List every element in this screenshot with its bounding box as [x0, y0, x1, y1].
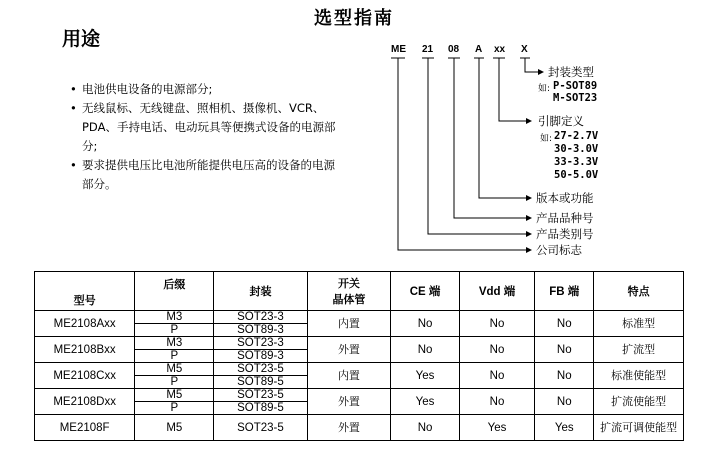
- cell-feature: 扩流型: [594, 337, 684, 363]
- usage-item: • 无线鼠标、无线键盘、照相机、摄像机、VCR、PDA、手持电话、电动玩具等便携式设备的电源部分;: [70, 99, 340, 156]
- cell-fb: No: [535, 337, 594, 363]
- header-package: 封装: [214, 272, 307, 311]
- pin-example: 30-3.0V: [554, 143, 599, 155]
- pin-definition-prefix: 如:: [540, 134, 553, 144]
- cell-vdd: No: [459, 337, 535, 363]
- pin-example: 27-2.7V: [554, 130, 599, 142]
- cell-model: ME2108Axx: [35, 311, 135, 337]
- cell-vdd: No: [459, 311, 535, 337]
- product-variety-label: 产品品种号: [536, 211, 594, 225]
- header-switch: [307, 272, 391, 311]
- page-title: 选型指南: [314, 8, 394, 29]
- cell-feature: 标准使能型: [594, 363, 684, 389]
- header-vdd: Vdd 端: [459, 272, 535, 311]
- cell-suffix: P: [135, 350, 214, 363]
- part-number-diagram: [388, 38, 708, 264]
- usage-item: • 电池供电设备的电源部分;: [70, 80, 340, 99]
- header-ce: CE 端: [391, 272, 459, 311]
- cell-suffix: M5: [135, 363, 214, 376]
- cell-ce: No: [391, 337, 459, 363]
- cell-package: SOT23-5: [214, 415, 307, 441]
- header-fb: FB 端: [535, 272, 594, 311]
- cell-suffix: M5: [135, 389, 214, 402]
- package-example: P-SOT89: [553, 80, 598, 92]
- header-suffix: 后缀: [135, 272, 214, 311]
- cell-package: SOT89-5: [214, 402, 307, 415]
- cell-switch: 外置: [307, 415, 391, 441]
- company-label: 公司标志: [536, 243, 582, 257]
- cell-ce: Yes: [391, 389, 459, 415]
- usage-item: • 要求提供电压比电池所能提供电压高的设备的电源部分。: [70, 156, 340, 194]
- selection-table: [34, 271, 684, 441]
- cell-suffix: M5: [135, 415, 214, 441]
- cell-model: ME2108F: [35, 415, 135, 441]
- cell-package: SOT23-3: [214, 337, 307, 350]
- package-example: M-SOT23: [553, 92, 598, 104]
- cell-suffix: M3: [135, 337, 214, 350]
- header-switch-line2: 晶体管: [332, 293, 366, 306]
- code-part-pin: xx: [494, 44, 506, 55]
- pin-example: 50-5.0V: [554, 169, 599, 181]
- usage-heading: 用途: [62, 28, 101, 50]
- code-part-variety: 08: [448, 44, 460, 55]
- cell-fb: No: [535, 311, 594, 337]
- cell-switch: 外置: [307, 337, 391, 363]
- cell-fb: No: [535, 363, 594, 389]
- usage-list: [70, 80, 340, 194]
- cell-ce: No: [391, 415, 459, 441]
- cell-suffix: P: [135, 376, 214, 389]
- header-feature: 特点: [594, 272, 684, 311]
- cell-switch: 内置: [307, 363, 391, 389]
- cell-package: SOT23-5: [214, 389, 307, 402]
- cell-switch: 外置: [307, 389, 391, 415]
- cell-ce: Yes: [391, 363, 459, 389]
- cell-feature: 标准型: [594, 311, 684, 337]
- pin-example: 33-3.3V: [554, 156, 599, 168]
- cell-model: ME2108Bxx: [35, 337, 135, 363]
- cell-package: SOT89-5: [214, 376, 307, 389]
- header-switch-line1: 开关: [337, 277, 360, 290]
- cell-package: SOT89-3: [214, 324, 307, 337]
- pin-definition-label: 引脚定义: [538, 114, 584, 128]
- cell-model: ME2108Dxx: [35, 389, 135, 415]
- cell-vdd: Yes: [459, 415, 535, 441]
- cell-feature: 扩流可调使能型: [594, 415, 684, 441]
- cell-model: ME2108Cxx: [35, 363, 135, 389]
- table-header-row: [35, 272, 684, 311]
- table-row: [35, 415, 684, 441]
- version-label: 版本或功能: [536, 191, 594, 205]
- product-category-label: 产品类别号: [536, 227, 594, 241]
- cell-fb: No: [535, 389, 594, 415]
- table-row: [35, 389, 684, 402]
- cell-vdd: No: [459, 363, 535, 389]
- code-part-category: 21: [422, 44, 434, 55]
- table-row: [35, 337, 684, 350]
- code-part-version: A: [475, 44, 483, 55]
- header-model: 型号: [35, 272, 135, 311]
- cell-suffix: P: [135, 324, 214, 337]
- cell-switch: 内置: [307, 311, 391, 337]
- cell-vdd: No: [459, 389, 535, 415]
- code-part-package: X: [521, 44, 528, 55]
- cell-package: SOT23-5: [214, 363, 307, 376]
- package-type-prefix: 如:: [538, 84, 551, 94]
- package-type-label: 封装类型: [548, 65, 594, 79]
- table-row: [35, 363, 684, 376]
- cell-package: SOT23-3: [214, 311, 307, 324]
- code-part-company: ME: [391, 44, 406, 55]
- cell-feature: 扩流使能型: [594, 389, 684, 415]
- cell-suffix: M3: [135, 311, 214, 324]
- cell-fb: Yes: [535, 415, 594, 441]
- cell-suffix: P: [135, 402, 214, 415]
- table-row: [35, 311, 684, 324]
- cell-package: SOT89-3: [214, 350, 307, 363]
- cell-ce: No: [391, 311, 459, 337]
